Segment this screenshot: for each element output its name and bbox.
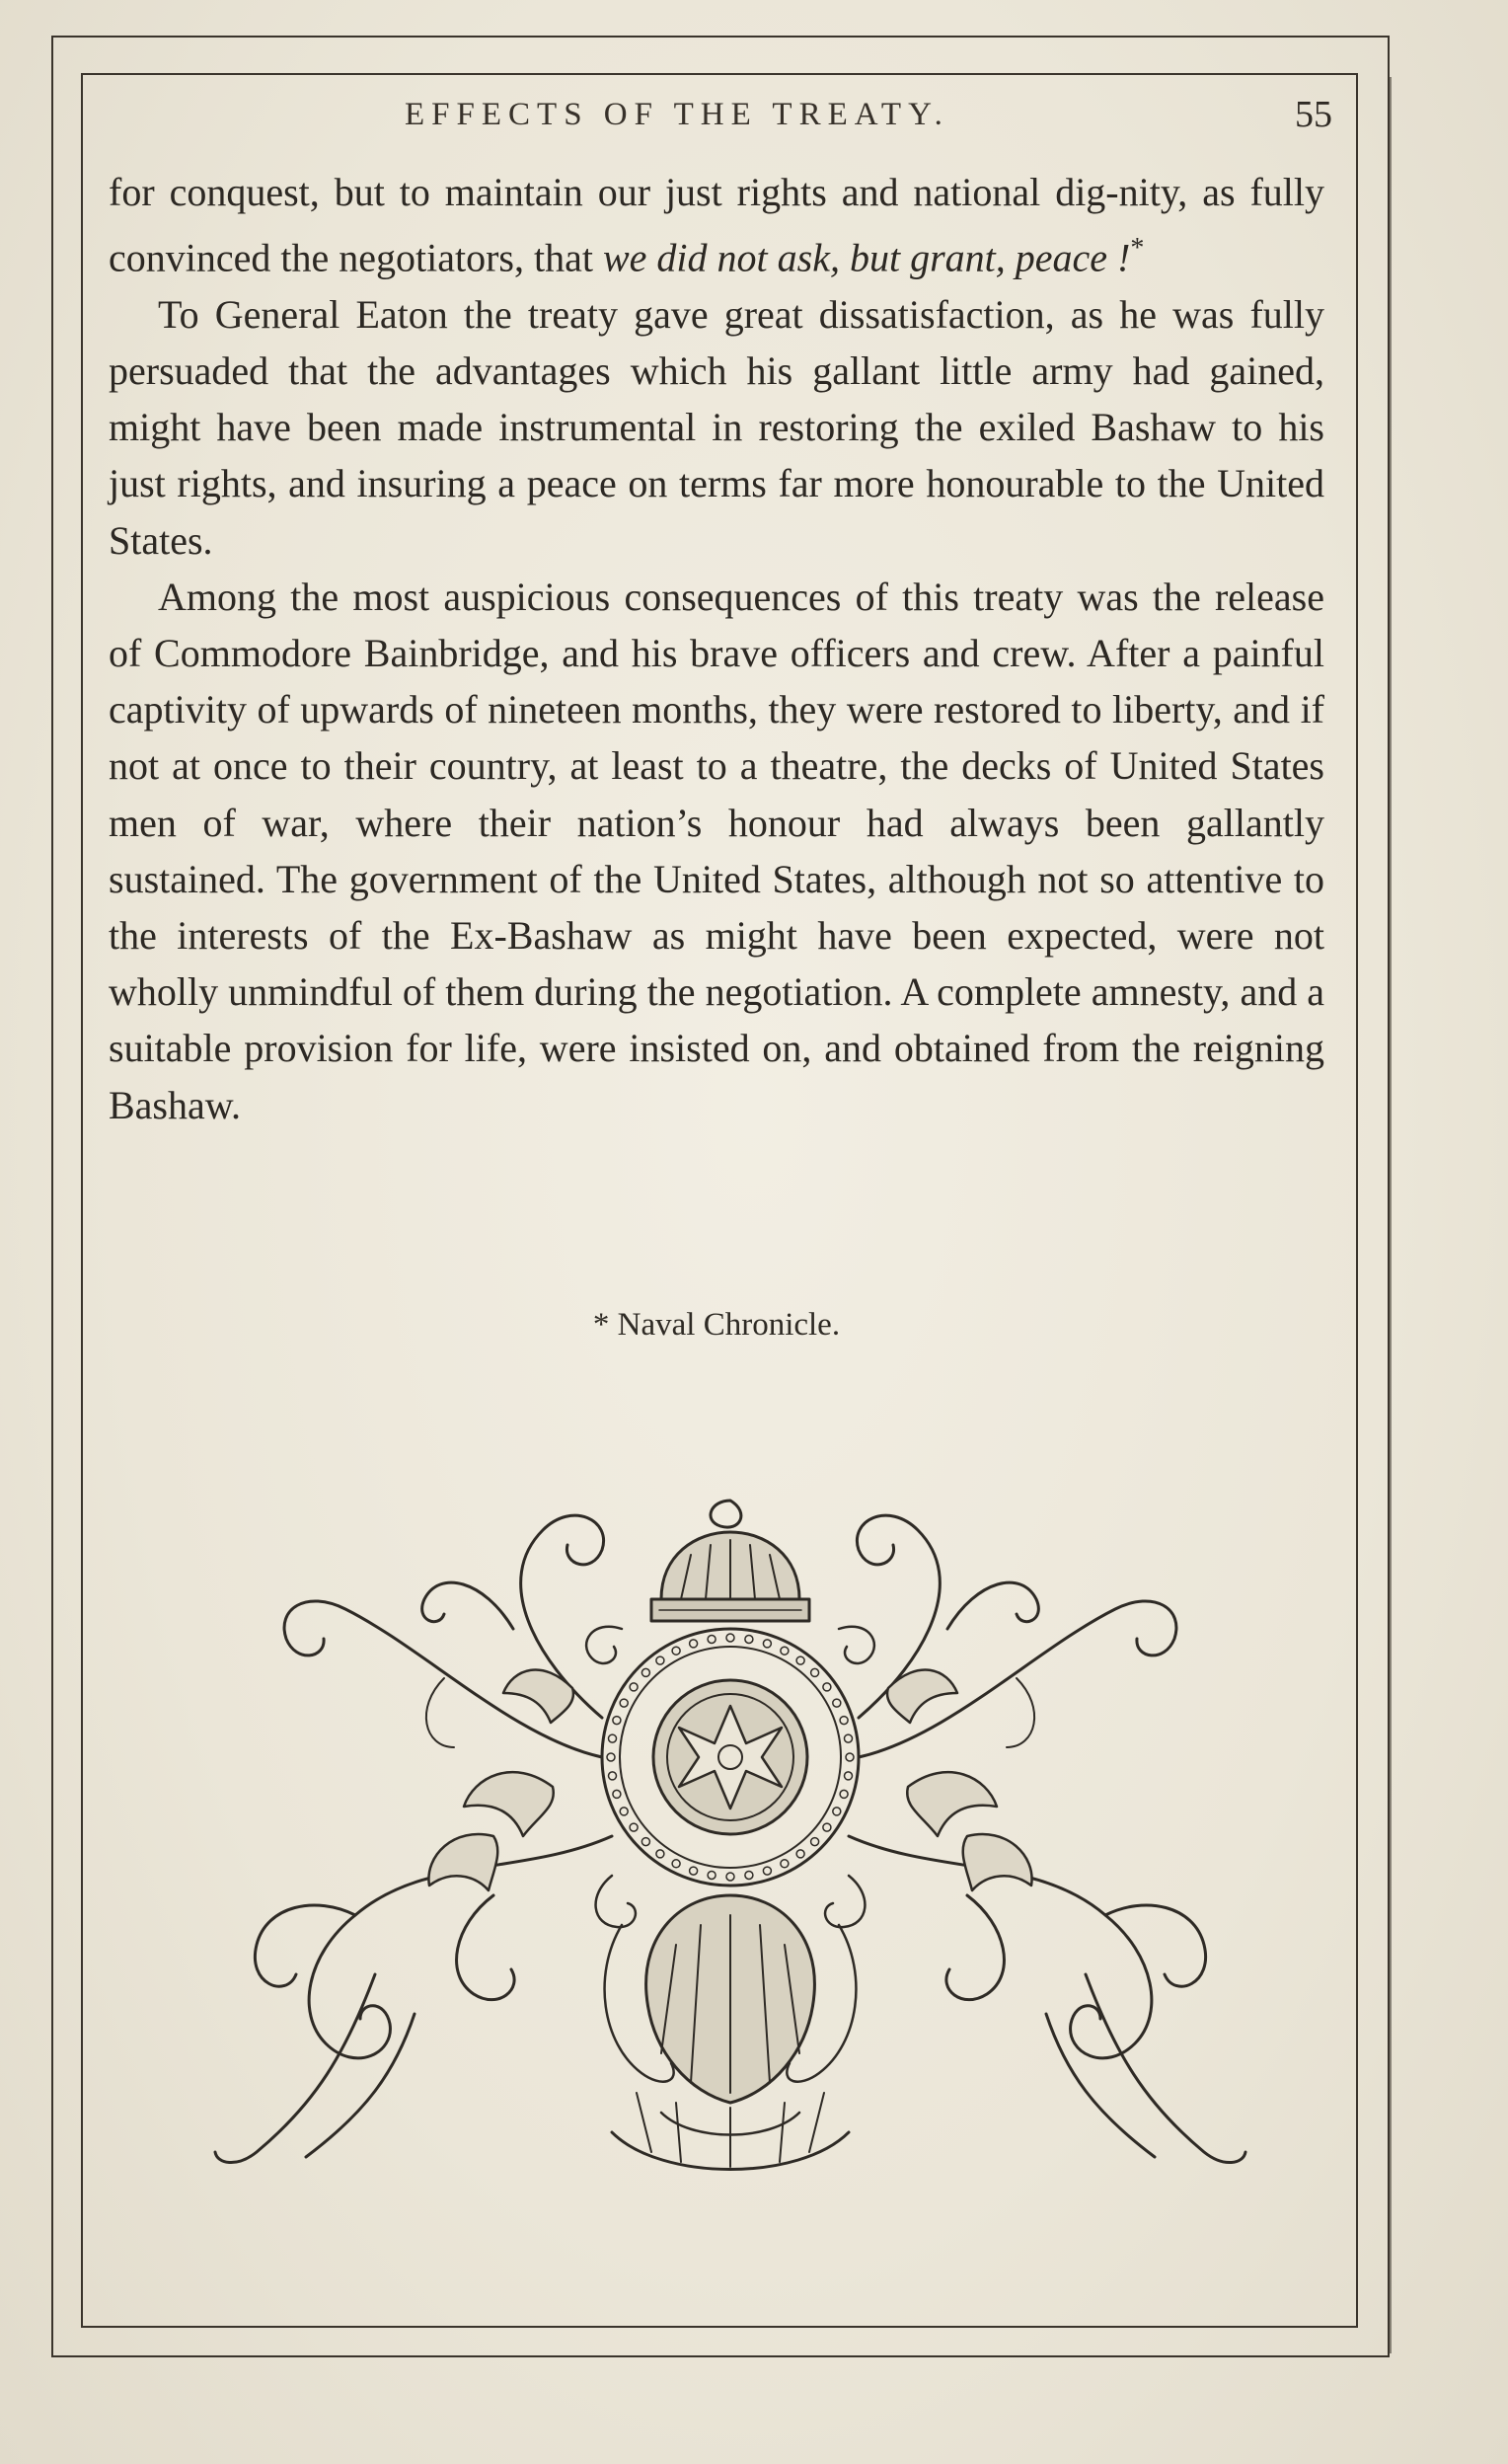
medallion-bead: [745, 1636, 753, 1644]
running-title: EFFECTS OF THE TREATY.: [405, 97, 949, 132]
medallion-bead: [656, 1850, 664, 1858]
medallion-bead: [823, 1683, 831, 1691]
paragraph-3: Among the most auspicious consequences of this treaty was the release of Commodore Bainbridge, and his brave officers and crew. After a painful captivity of upwards of nineteen months, they were restored to liberty, and if not at once to their country, at least to a theatre, the decks of United States men of war, where their nation’s honour had always been gallantly sustained. The government of the United States, although not so attentive to the interests of the Ex-Bashaw as might have been expected, were not wholly unmindful of them during the negotiation. A complete amnesty, and a suitable provision for life, were insisted on, and obtained from the reigning Bashaw.: [109, 574, 1324, 1127]
medallion-bead: [811, 1668, 819, 1676]
paragraph-1-italic: we did not ask, but grant, peace !: [602, 235, 1131, 280]
medallion-bead: [613, 1717, 621, 1725]
medallion-bead: [708, 1872, 716, 1880]
medallion-bead: [833, 1808, 841, 1815]
footnote: * Naval Chronicle.: [592, 1307, 841, 1343]
medallion-bead: [609, 1772, 617, 1780]
medallion-bead: [833, 1699, 841, 1707]
medallion-bead: [613, 1790, 621, 1798]
medallion-bead: [630, 1683, 638, 1691]
medallion-bead: [781, 1647, 789, 1655]
running-head: [109, 94, 1332, 146]
medallion-bead: [726, 1873, 734, 1881]
medallion-bead: [796, 1656, 804, 1664]
medallion-bead: [796, 1850, 804, 1858]
medallion-bead: [845, 1734, 853, 1742]
medallion-bead: [745, 1872, 753, 1880]
medallion-bead: [845, 1772, 853, 1780]
paragraph-1: [109, 164, 1324, 286]
medallion-bead: [641, 1838, 649, 1846]
medallion-bead: [763, 1867, 771, 1875]
medallion-bead: [840, 1717, 848, 1725]
medallion-bead: [726, 1634, 734, 1642]
medallion-bead: [690, 1867, 698, 1875]
border-edge-line: [1390, 77, 1392, 2353]
medallion-bead: [620, 1699, 628, 1707]
medallion-bead: [656, 1656, 664, 1664]
medallion-bead: [620, 1808, 628, 1815]
heraldic-scrollwork-cartouche-icon: [197, 1461, 1263, 2211]
medallion-bead: [708, 1636, 716, 1644]
medallion-bead: [630, 1823, 638, 1831]
medallion-bead: [690, 1640, 698, 1648]
medallion-bead: [607, 1753, 615, 1761]
medallion-bead: [672, 1860, 680, 1868]
paragraph-1-text: for conquest, but to maintain our just rights and national dig-nity, as fully convinced the negotiators, that: [109, 170, 1324, 280]
medallion-bead: [840, 1790, 848, 1798]
medallion-bead: [823, 1823, 831, 1831]
medallion-bead: [811, 1838, 819, 1846]
medallion-bead: [672, 1647, 680, 1655]
medallion-bead: [641, 1668, 649, 1676]
medallion-bead: [763, 1640, 771, 1648]
footnote-mark: *: [1130, 233, 1145, 265]
medallion-bead: [609, 1734, 617, 1742]
page-number: 55: [1295, 94, 1332, 135]
medallion-bead: [846, 1753, 854, 1761]
medallion-bead: [781, 1860, 789, 1868]
body-text: [109, 164, 1324, 1133]
paragraph-2: To General Eaton the treaty gave great dissatisfaction, as he was fully persuaded that the advantages which his gallant little army had gained, might have been made instrumental in restoring the exiled Bashaw to his just rights, and insuring a peace on terms far more honourable to the United States.: [109, 291, 1324, 563]
